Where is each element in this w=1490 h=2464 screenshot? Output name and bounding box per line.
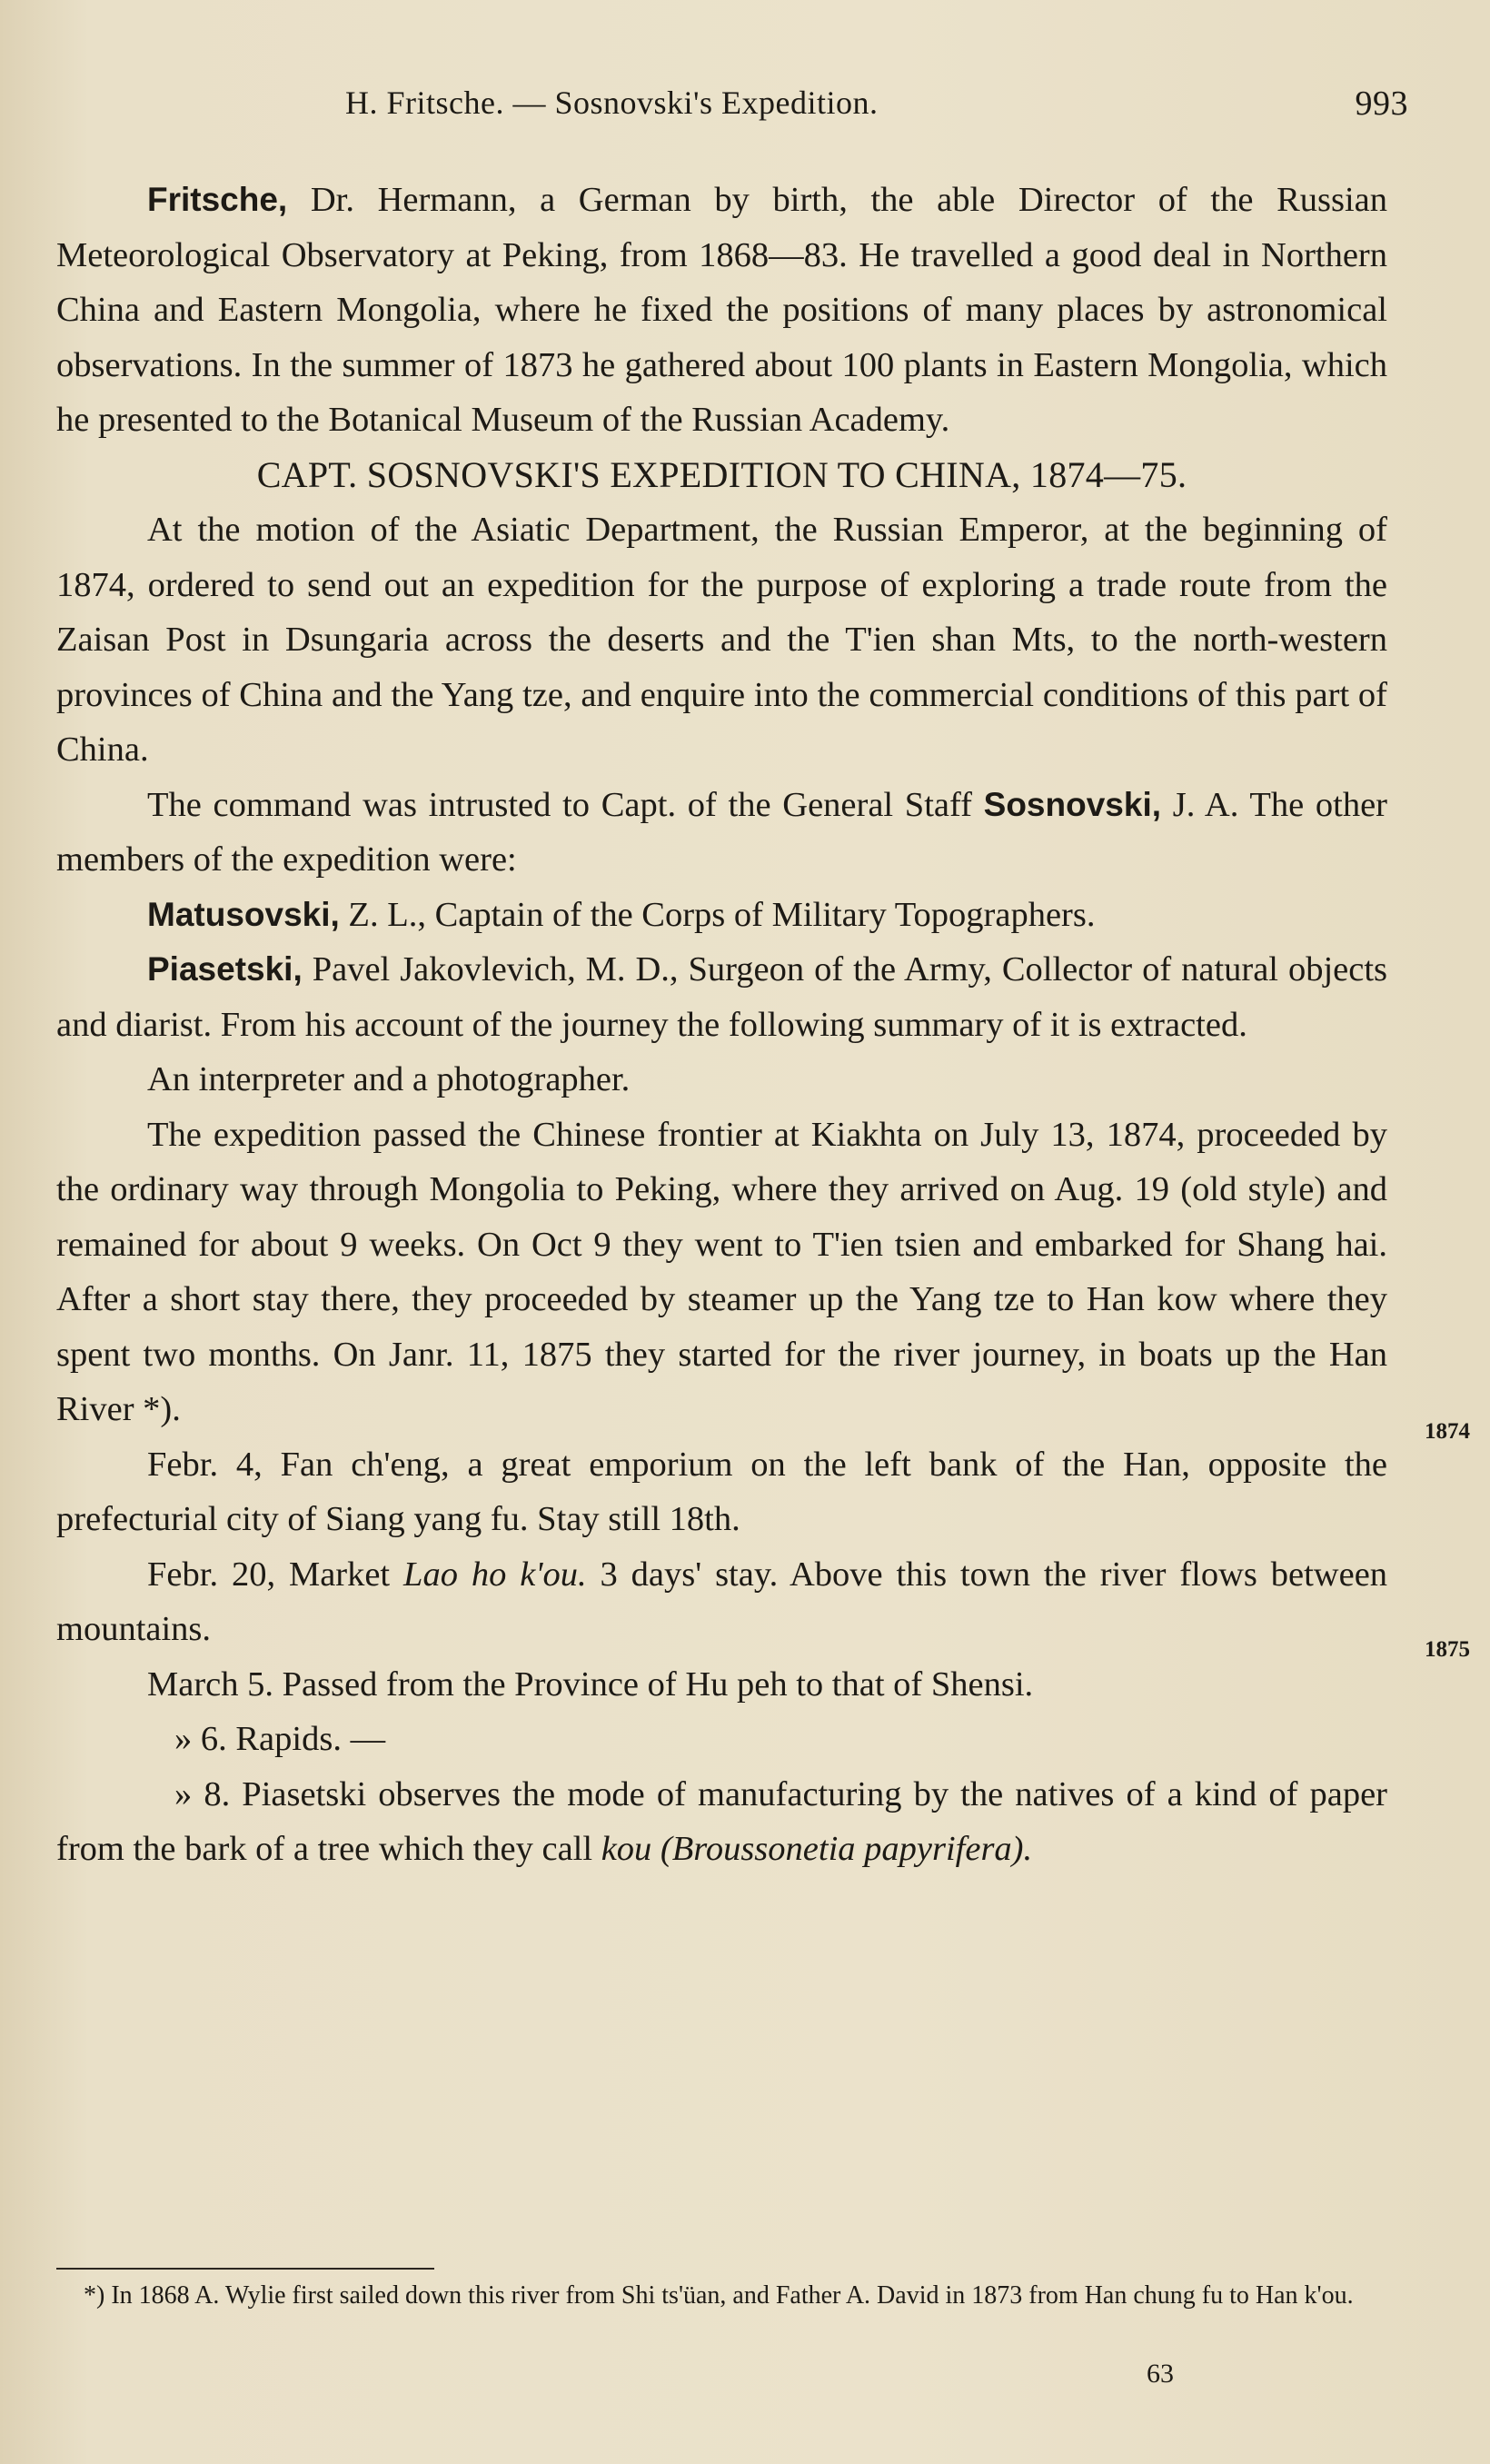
paragraph-1: At the motion of the Asiatic Department, the Russian Emperor, at the beginning of 1874, ordered to send out an expedition for the purpose of exploring a trade route from the Zaisan Post in Dsungaria across the deserts and the T'ien shan Mts, to the north-western provinces of China and the Yang tze, and enquire into the commercial conditions of this part of China. [56, 511, 1387, 769]
p8-place: Lao ho k'ou. [403, 1555, 587, 1594]
p8-text-a: Febr. 20, Market [147, 1555, 391, 1594]
section-title: CAPT. SOSNOVSKI'S EXPEDITION TO CHINA, 1874—75. [256, 453, 1187, 495]
paragraph-7: Febr. 4, Fan ch'eng, a great emporium on the left bank of the Han, opposite the prefecturial city of Siang yang fu. Stay still 18th. [56, 1445, 1387, 1538]
paragraph-11 [56, 1767, 1387, 1877]
footnote-text: *) In 1868 A. Wylie first sailed down this river from Shi ts'üan, and Father A. David in 1873 from Han chung fu to Han k'ou. [84, 2281, 1354, 2310]
margin-note-1874: 1874 [1425, 1419, 1470, 1444]
p3-name: Matusovski, [147, 895, 340, 933]
p11-latin-name: (Broussonetia papyrifera). [660, 1830, 1033, 1868]
margin-note-1875: 1875 [1425, 1637, 1470, 1662]
paragraph-10: » 6. Rapids. — [174, 1720, 386, 1758]
paragraph-8 [56, 1547, 1387, 1657]
page-number: 993 [1355, 84, 1408, 123]
p2-text-b: J. A. The other members of the expedition were: [56, 785, 1387, 879]
paragraph-3 [56, 888, 1387, 943]
p4-text: Pavel Jakovlevich, M. D., Surgeon of the Army, Collector of natural objects and diarist. From his account of the journey the following summary of it is extracted. [56, 950, 1388, 1044]
body-text [56, 173, 1387, 1877]
p3-text: Z. L., Captain of the Corps of Military Topographers. [348, 895, 1096, 934]
footnote [56, 2276, 1387, 2316]
p8-text-b: 3 days' stay. Above this town the river flows between mountains. [56, 1555, 1388, 1648]
paragraph-2 [56, 778, 1387, 888]
p11-text: » 8. Piasetski observes the mode of manufacturing by the natives of a kind of paper from the bark of a tree which they call [56, 1774, 1387, 1868]
paragraph-6: The expedition passed the Chinese frontier at Kiakhta on July 13, 1874, proceeded by the ordinary way through Mongolia to Peking, where they arrived on Aug. 19 (old style) and remained for about 9 weeks. On Oct 9 they went to T'ien tsien and embarked for Shang hai. After a short stay there, they proceeded by steamer up the Yang tze to Han kow where they spent two months. On Janr. 11, 1875 they started for the river journey, in boats up the Han River *). [56, 1115, 1387, 1428]
bio-name: Fritsche, [147, 181, 288, 218]
footnote-rule [56, 2268, 434, 2270]
paragraph-9: March 5. Passed from the Province of Hu peh to that of Shensi. [147, 1664, 1034, 1704]
running-title: H. Fritsche. — Sosnovski's Expedition. [345, 84, 879, 121]
running-header [345, 84, 1408, 138]
paragraph-4 [56, 942, 1387, 1052]
p2-text-a: The command was intrusted to Capt. of the General Staff [147, 785, 972, 824]
bio-paragraph [56, 173, 1387, 448]
signature-mark: 63 [1147, 2359, 1174, 2389]
paragraph-5: An interpreter and a photographer. [147, 1060, 631, 1098]
bio-text: Dr. Hermann, a German by birth, the able Director of the Russian Meteorological Observatory at Peking, from 1868—83. He travelled a good deal in Northern China and Eastern Mongolia, where he fixed the positions of many places by astronomical observations. In the summer of 1873 he gathered about 100 plants in Eastern Mongolia, which he presented to the Botanical Museum of the Russian Academy. [56, 181, 1387, 439]
p2-name: Sosnovski, [983, 785, 1162, 823]
p11-tree-name: kou [601, 1830, 652, 1868]
p4-name: Piasetski, [147, 950, 303, 988]
